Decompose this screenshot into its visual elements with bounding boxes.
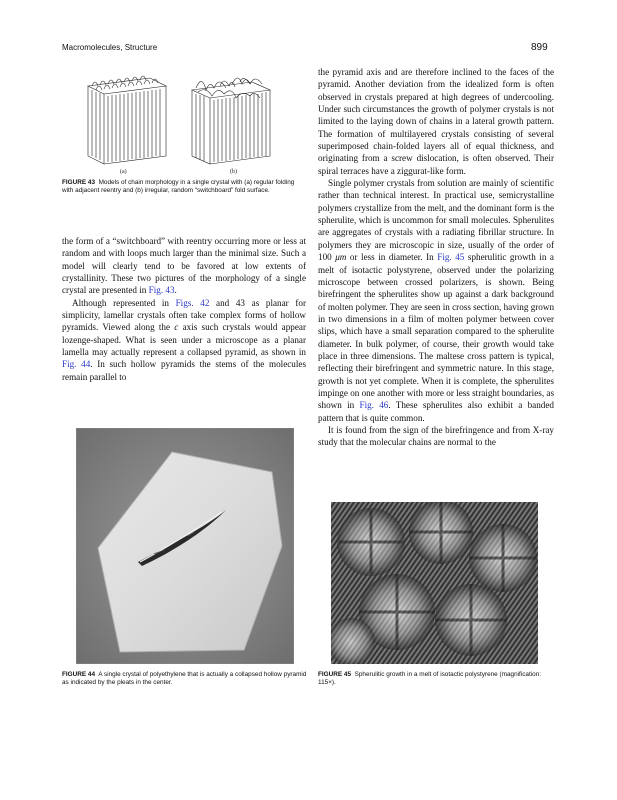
fig45-link[interactable]: Fig. 45 — [437, 252, 465, 263]
fig45-caption-label: FIGURE 45 — [318, 671, 352, 678]
micrometer-unit: μm — [335, 252, 347, 263]
right-column-text — [318, 66, 554, 449]
fig44-caption — [62, 671, 308, 688]
fig45-caption — [318, 671, 554, 688]
fig43-caption-text: Models of chain morphology in a single crystal with (a) regular folding with adjacent reentry and (b) irregular, random “switchboard” fold surface. — [62, 179, 295, 195]
fig46-link[interactable]: Fig. 46 — [359, 400, 389, 411]
fig43-label-b: (b) — [230, 169, 237, 175]
right-paragraph-2: Single polymer crystals from solution are mainly of scientific rather than technical interest. In practical use, semicrystalline polymers crystallize from the melt, and the dominant form is the spherulite, which is uncommon for small molecules. Spherulites are aggregates of crystals with a radiating fibrillar structure. In polymers they are microscopic in size, usually of the order of 100 μm or less in diameter. In Fig. 45 spherulitic growth in a melt of isotactic polystyrene, observed under the polarizing microscope between crossed polarizers, is shown. Being birefringent the spherulites show up against a dark background of molten polymer. They are seen in cross section, having grown in two dimensions in a film of molten polymer between cover slips, which have a small separation compared to the spherulite diameter. In bulk polymer, of course, their growth would take place in three dimensions. The maltese cross pattern is typical, reflecting their birefringent and symmetric nature. In this stage, growth is not yet complete. When it is complete, the spherulites impinge on one another with more or less straight boundaries, as shown in Fig. 46. These spherulites also exhibit a banded pattern that is quite common. — [318, 178, 555, 423]
page-number: 899 — [531, 42, 548, 53]
fig45-spherulite-micrograph — [331, 502, 538, 664]
fig43-link[interactable]: Fig. 43 — [148, 285, 175, 296]
fig43-chain-fold-drawing — [80, 68, 280, 176]
right-paragraph-3: It is found from the sign of the birefringence and from X-ray study that the molecular chains are normal to the — [318, 424, 554, 448]
fig43-label-a: (a) — [120, 169, 127, 175]
running-title: Macromolecules, Structure — [62, 43, 158, 52]
fig44-link[interactable]: Fig. 44 — [62, 359, 91, 370]
fig44-polyethylene-crystal-photo — [76, 428, 294, 664]
fig44-caption-label: FIGURE 44 — [62, 671, 96, 678]
fig43-caption-label: FIGURE 43 — [62, 179, 96, 186]
right-paragraph-1: the pyramid axis and are therefore inclined to the faces of the pyramid. Another deviation from the idealized form is often observed in crystals prepared at high degrees of undercooling. Under such circumstances the growth of polymer crystals is not limited to the laying down of chains in a lateral growth pattern. The formation of multilayered crystals consisting of several superimposed chain-folded layers all of equal thickness, and originating from a screw dislocation, is often observed. Their spiral terraces have a ziggurat-like form. — [318, 67, 554, 176]
left-paragraph-1: the form of a “switchboard” with reentry occurring more or less at random and with loops much larger than the minimal size. Such a model will clearly tend to be favored at low extents of crystallinity. These two pictures of the morphology of a single crystal are presented in Fig. 43. — [62, 236, 306, 296]
left-paragraph-2: Although represented in Figs. 42 and 43 as planar for simplicity, lamellar crystals often take complex forms of hollow pyramids. Viewed along the c axis such crystals would appear lozenge-shaped. What is seen under a microscope as a planar lamella may actually represent a collapsed pyramid, as shown in Fig. 44. In such hollow pyramids the stems of the molecules remain parallel to — [62, 297, 307, 382]
fig43-caption — [62, 179, 305, 196]
fig44-caption-text: A single crystal of polyethylene that is actually a collapsed hollow pyramid as indicated by the pleats in the center. — [62, 671, 307, 687]
fig42-link[interactable]: Figs. 42 — [175, 297, 210, 308]
left-column-text — [62, 235, 306, 383]
c-axis-symbol: c — [174, 322, 179, 333]
fig45-caption-text: Spherulitic growth in a melt of isotactic polystyrene (magnification: 115×). — [318, 671, 542, 687]
